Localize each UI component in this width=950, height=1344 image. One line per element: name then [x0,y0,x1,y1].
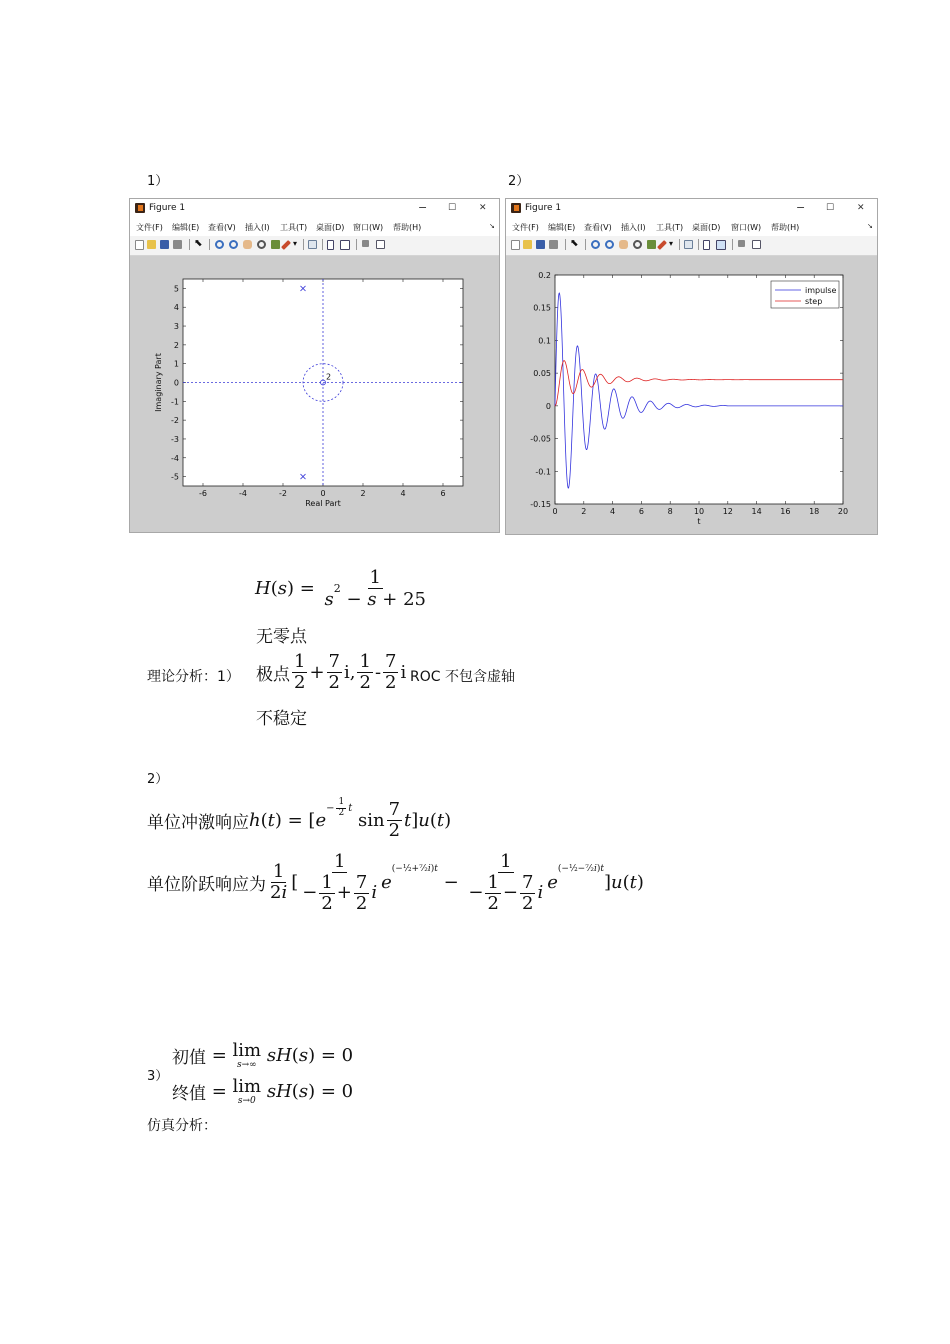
maximize-button[interactable]: ☐ [826,203,835,213]
save-icon[interactable] [160,240,169,249]
menu-window[interactable]: 窗口(W) [731,223,762,232]
save-icon[interactable] [536,240,545,249]
pz-y-tick-label: 3 [173,322,179,332]
rotate-3d-icon[interactable] [257,240,266,249]
minimize-button[interactable]: − [796,201,806,214]
zoom-out-icon[interactable] [229,240,238,249]
pz-zero-multiplicity: 2 [326,372,332,382]
roc-text: ROC 不包含虚轴 [410,669,515,685]
resp-x-tick-label: 10 [693,507,705,516]
legend-icon[interactable] [716,240,726,250]
resp-y-tick-label: 0.05 [533,369,551,379]
menu-desktop[interactable]: 桌面(D) [316,223,345,232]
colorbar-icon[interactable] [327,240,334,250]
pz-y-axis-label: Imaginary Part [154,353,163,412]
legend-label-impulse: impulse [805,286,837,295]
menu-insert[interactable]: 插入(I) [245,223,270,232]
resp-x-tick-label: 20 [837,507,849,516]
minimize-button[interactable]: − [418,201,428,214]
menu-view[interactable]: 查看(V) [584,223,612,232]
zoom-out-icon[interactable] [605,240,614,249]
hide-plot-tools-icon[interactable] [738,240,745,247]
maximize-button[interactable]: ☐ [448,203,457,213]
brush-dropdown-icon[interactable]: ▾ [293,239,298,248]
pole-zero-chart [130,256,499,532]
legend-icon[interactable] [340,240,350,250]
response-chart [506,256,877,534]
menu-help[interactable]: 帮助(H) [771,223,800,232]
matlab-figure-icon [511,203,521,213]
pz-y-tick-label: -2 [171,416,179,426]
show-plot-tools-icon[interactable] [376,240,385,249]
resp-x-tick-label: 2 [581,507,587,516]
no-zero-text: 无零点 [256,627,307,647]
pan-icon[interactable] [243,240,252,249]
link-plot-icon[interactable] [684,240,693,249]
show-plot-tools-icon[interactable] [752,240,761,249]
print-icon[interactable] [549,240,558,249]
section-label-2b: 2） [147,772,169,787]
pz-y-tick-label: -5 [171,472,179,482]
menu-help[interactable]: 帮助(H) [393,223,422,232]
new-figure-icon[interactable] [511,240,520,250]
data-cursor-icon[interactable] [647,240,656,249]
pz-x-tick-label: -2 [279,489,287,498]
pz-x-tick-label: 2 [360,489,366,498]
resp-x-tick-label: 12 [722,507,733,516]
initial-value-line: 初值 = lim s→∞ sH ( s ) = 0 [172,1040,354,1070]
toolbar-separator [698,239,699,250]
new-figure-icon[interactable] [135,240,144,250]
toolbar-separator [679,239,680,250]
pz-x-axis-label: Real Part [305,499,341,508]
toolbar-separator [585,239,586,250]
resp-x-axis-label: t [697,517,701,526]
figure-window-pz [129,198,500,533]
menu-bar [506,218,877,236]
resp-x-tick-label: 8 [667,507,673,516]
pz-y-tick-label: 1 [173,359,179,369]
step-response-line: 单位阶跃响应为 $\frac{1}{2i}$ [ 1 − $\frac{1}{2}$ + $\frac{7}{2}$ i e (−½+⁷⁄₂i)t − 1 − $\frac{1}{2}$ − $\frac{7}{2}$ i e (−½−⁷⁄₂i)t ] u ( t ) [147,851,644,914]
toolbar-separator [356,239,357,250]
resp-y-tick-label: 0.15 [533,303,551,313]
section-label-2: 2） [508,174,530,189]
menu-file[interactable]: 文件(F) [136,223,163,232]
print-icon[interactable] [173,240,182,249]
resp-x-tick-label: 4 [610,507,616,516]
menu-overflow-icon[interactable]: ↘ [867,222,873,230]
menu-overflow-icon[interactable]: ↘ [489,222,495,230]
menu-view[interactable]: 查看(V) [208,223,236,232]
pz-x-tick-label: 4 [400,489,406,498]
pz-y-tick-label: 0 [173,378,179,388]
pan-icon[interactable] [619,240,628,249]
figure-window-response [505,198,878,535]
resp-y-tick-label: 0.2 [538,271,551,280]
menu-window[interactable]: 窗口(W) [353,223,384,232]
link-plot-icon[interactable] [308,240,317,249]
resp-x-tick-label: 6 [638,507,644,516]
impulse-response-line: 单位冲激响应 h ( t ) = [ e − $\frac{1}{2}$ t sin $\frac{7}{2}$ t ] u ( t ) [147,796,452,841]
zoom-in-icon[interactable] [591,240,600,249]
resp-x-tick-label: 16 [780,507,791,516]
resp-y-tick-label: 0.1 [538,336,551,346]
menu-desktop[interactable]: 桌面(D) [692,223,721,232]
menu-tools[interactable]: 工具(T) [656,223,684,232]
resp-plot-area [555,275,843,504]
resp-x-tick-label: 14 [751,507,762,516]
menu-edit[interactable]: 编辑(E) [172,223,200,232]
figure-toolbar [506,236,877,256]
final-label: 终值 [172,1083,206,1104]
step-prefix: 单位阶跃响应为 [147,875,266,896]
impulse-prefix: 单位冲激响应 [147,812,249,833]
brush-dropdown-icon[interactable]: ▾ [669,239,674,248]
toolbar-separator [209,239,210,250]
edit-plot-icon[interactable]: ⬉ [194,238,203,249]
simulation-label: 仿真分析： [147,1118,217,1134]
window-title: Figure 1 [525,203,562,213]
resp-x-tick-label: 18 [809,507,820,516]
window-titlebar [130,199,499,218]
window-titlebar [506,199,877,218]
transfer-function: H ( s ) = $\frac{1}{s^2 - s + 25}$ [255,567,427,610]
menu-bar [130,218,499,236]
resp-x-tick-label: 0 [552,507,558,516]
menu-file[interactable]: 文件(F) [512,223,539,232]
pz-x-tick-label: 6 [440,489,446,498]
figure-toolbar [130,236,499,256]
resp-y-tick-label: 0 [545,401,551,411]
matlab-figure-icon [135,203,145,213]
pz-x-tick-label: -6 [199,489,207,498]
menu-tools[interactable]: 工具(T) [280,223,308,232]
resp-y-tick-label: -0.1 [535,467,551,477]
window-title: Figure 1 [149,203,186,213]
section-label-3: 3） [147,1069,169,1084]
pz-y-tick-label: 4 [173,303,179,313]
resp-y-tick-label: -0.05 [530,434,551,444]
toolbar-separator [565,239,566,250]
pz-y-tick-label: -4 [171,453,179,463]
resp-y-tick-label: -0.15 [530,500,551,509]
menu-edit[interactable]: 编辑(E) [548,223,576,232]
data-cursor-icon[interactable] [271,240,280,249]
section-label-1: 1） [147,174,169,189]
hide-plot-tools-icon[interactable] [362,240,369,247]
rotate-3d-icon[interactable] [633,240,642,249]
open-file-icon[interactable] [147,240,156,249]
final-value-line: 终值 = lim s→0 sH ( s ) = 0 [172,1076,354,1106]
toolbar-separator [189,239,190,250]
pz-x-tick-label: -4 [239,489,247,498]
pz-y-tick-label: -3 [171,434,179,444]
toolbar-separator [303,239,304,250]
pz-y-tick-label: 2 [173,340,179,350]
theory-label: 理论分析：1） [147,669,240,685]
brush-icon[interactable] [657,240,667,250]
toolbar-separator [732,239,733,250]
pz-x-tick-label: 0 [320,489,326,498]
poles-prefix: 极点 [256,664,290,685]
poles-line: 极点 $\frac{1}{2}$ + $\frac{7}{2}$ i, $\frac{1}{2}$ - $\frac{7}{2}$ i [256,651,407,693]
initial-label: 初值 [172,1047,206,1068]
legend-label-step: step [805,297,823,306]
zoom-in-icon[interactable] [215,240,224,249]
brush-icon[interactable] [281,240,291,250]
close-button[interactable]: ✕ [479,203,487,213]
edit-plot-icon[interactable]: ⬉ [570,238,579,249]
pz-y-tick-label: -1 [171,397,179,407]
unstable-text: 不稳定 [256,709,307,729]
pz-y-tick-label: 5 [173,284,179,294]
toolbar-separator [322,239,323,250]
close-button[interactable]: ✕ [857,203,865,213]
colorbar-icon[interactable] [703,240,710,250]
menu-insert[interactable]: 插入(I) [621,223,646,232]
open-file-icon[interactable] [523,240,532,249]
